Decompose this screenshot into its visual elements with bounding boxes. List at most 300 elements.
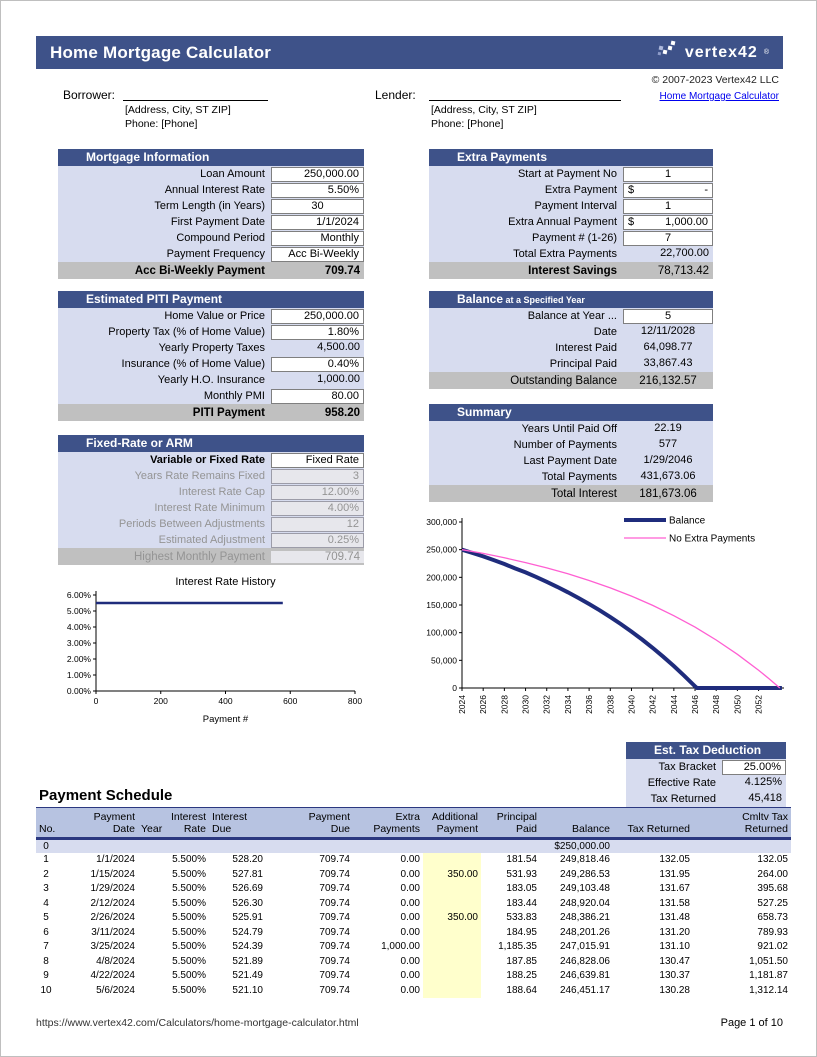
svg-text:200,000: 200,000 (426, 572, 457, 583)
column-header-payment_due: Payment Due (308, 811, 350, 835)
cell-tax_returned: 131.48 (659, 912, 690, 923)
result-row (58, 262, 364, 279)
series-balance (462, 550, 782, 688)
rate_history-svg (58, 571, 370, 726)
svg-text:300,000: 300,000 (426, 517, 457, 527)
field-label: Years Rate Remains Fixed (134, 470, 265, 482)
field-row (58, 452, 364, 468)
result-label: Total Interest (551, 487, 617, 500)
svg-text:2032: 2032 (541, 695, 552, 714)
cell-balance: 246,451.17 (559, 984, 610, 996)
cell-tax_returned: 132.05 (659, 854, 690, 865)
cell-interest_due: 528.20 (232, 854, 263, 865)
svg-text:2036: 2036 (584, 695, 595, 714)
cell-interest_due (209, 840, 266, 853)
cell-extra_payments: 0.00 (400, 970, 420, 981)
cell-no: 0 (43, 841, 49, 852)
field-label: Years Until Paid Off (521, 423, 617, 435)
balance_chart-svg (414, 506, 792, 738)
cell-no: 3 (43, 883, 49, 894)
svg-text:150,000: 150,000 (426, 600, 457, 610)
field-row (429, 453, 713, 469)
cell-year (138, 969, 169, 984)
field-label: Effective Rate (647, 777, 716, 789)
svg-text:2052: 2052 (753, 695, 764, 714)
field-input[interactable]: 1.80% (271, 325, 364, 340)
cell-payment_due: 709.74 (319, 912, 350, 923)
result-value: 78,713.42 (657, 264, 709, 277)
field-label: Total Extra Payments (513, 248, 617, 260)
column-header-no: No. (39, 822, 56, 835)
cell-extra_payments: 0.00 (400, 955, 420, 967)
series-no-extra-payments (462, 550, 780, 688)
field-row (429, 214, 713, 230)
field-value: 22,700.00 (660, 246, 709, 259)
svg-text:0.00%: 0.00% (66, 686, 91, 696)
cell-interest_due: 521.89 (232, 955, 263, 967)
cell-payment_due: 709.74 (319, 941, 350, 952)
cell-principal_paid: 1,185.35 (498, 941, 537, 952)
field-label: Extra Annual Payment (508, 216, 617, 228)
cell-extra_payments: 0.00 (400, 868, 420, 880)
field-input[interactable]: $ - (623, 183, 713, 198)
svg-text:Interest Rate History: Interest Rate History (175, 576, 276, 588)
field-label: Start at Payment No (517, 168, 617, 180)
lender-name-field[interactable] (429, 89, 621, 101)
svg-text:2042: 2042 (647, 695, 658, 714)
result-row (429, 372, 713, 389)
field-row (429, 421, 713, 437)
cell-payment_date: 3/11/2024 (91, 926, 135, 938)
field-label: Yearly H.O. Insurance (157, 374, 265, 386)
cell-additional_payment: 350.00 (423, 911, 481, 926)
field-input[interactable]: 12 (271, 517, 364, 532)
column-header-year: Year (141, 822, 163, 835)
copyright-text: © 2007-2023 Vertex42 LLC (651, 74, 779, 86)
cell-no: 5 (43, 912, 49, 923)
svg-text:5.00%: 5.00% (66, 606, 91, 616)
svg-text:2038: 2038 (605, 695, 616, 714)
field-label: Insurance (% of Home Value) (121, 358, 265, 370)
cell-tax_returned: 131.95 (659, 868, 690, 880)
cell-principal_paid: 188.25 (506, 970, 537, 981)
cell-payment_date: 5/6/2024 (96, 984, 135, 996)
cell-additional_payment (423, 984, 481, 999)
cell-balance: 248,201.26 (559, 926, 610, 938)
table-row (36, 926, 791, 941)
field-row (429, 469, 713, 485)
currency-symbol: $ (628, 215, 635, 228)
interest-rate-history-chart (58, 571, 370, 726)
cell-extra_payments: 1,000.00 (381, 941, 420, 952)
field-input[interactable]: Monthly (271, 231, 364, 246)
column-header-principal_paid: Principal Paid (496, 811, 537, 835)
cell-additional_payment (423, 840, 481, 853)
cell-no: 9 (43, 970, 49, 981)
cell-cmltv_tax_returned: 1,181.87 (749, 970, 788, 981)
est-tax-deduction-section (626, 742, 786, 807)
cell-additional_payment (423, 882, 481, 897)
cell-balance: 248,386.21 (559, 912, 610, 923)
svg-text:6.00%: 6.00% (66, 590, 91, 600)
field-row (626, 791, 786, 807)
section-subtitle: at a Specified Year (503, 295, 585, 305)
svg-text:600: 600 (283, 696, 298, 706)
result-value: 709.74 (271, 551, 364, 563)
field-row (58, 166, 364, 182)
vertex42-logo-text: vertex42 (684, 43, 758, 61)
result-row (429, 262, 713, 279)
cell-principal_paid: 531.93 (506, 868, 537, 880)
field-input[interactable]: $ 1,000.00 (623, 215, 713, 230)
column-header-tax_returned: Tax Returned (627, 822, 690, 835)
svg-text:4.00%: 4.00% (66, 622, 91, 632)
cell-principal_paid: 188.64 (506, 984, 537, 996)
field-row (58, 484, 364, 500)
field-input[interactable]: Fixed Rate (271, 453, 364, 468)
field-row (429, 308, 713, 324)
cell-no: 8 (43, 955, 49, 967)
cell-cmltv_tax_returned: 264.00 (757, 868, 788, 880)
borrower-address[interactable]: [Address, City, ST ZIP] (125, 104, 231, 116)
svg-text:2030: 2030 (520, 695, 531, 714)
cell-principal_paid: 187.85 (506, 955, 537, 967)
cell-principal_paid: 183.44 (506, 897, 537, 909)
cell-year (138, 955, 169, 970)
cell-principal_paid: 181.54 (506, 854, 537, 865)
field-label: Interest Rate Minimum (154, 502, 265, 514)
cell-extra_payments: 0.00 (400, 926, 420, 938)
cell-payment_due: 709.74 (319, 970, 350, 981)
cell-extra_payments: 0.00 (400, 854, 420, 865)
result-label: Acc Bi-Weekly Payment (134, 264, 265, 277)
field-label: Tax Bracket (658, 761, 716, 773)
home-mortgage-calculator-link[interactable]: Home Mortgage Calculator (659, 91, 779, 102)
field-input[interactable]: 25.00% (722, 760, 786, 775)
column-header-extra_payments: Extra Payments (373, 811, 420, 835)
field-input[interactable]: 30 (271, 199, 364, 214)
cell-tax_returned: 130.37 (659, 970, 690, 981)
field-label: Periods Between Adjustments (118, 518, 265, 530)
cell-interest_due: 526.69 (232, 883, 263, 894)
column-header-interest_rate: Interest Rate (170, 811, 206, 835)
fixed-rate-or-arm-section (58, 435, 364, 565)
cell-interest_rate: 5.500% (172, 912, 206, 923)
legend-label: No Extra Payments (669, 533, 756, 545)
cell-interest_due: 521.10 (232, 984, 263, 996)
footer-page-number: Page 1 of 10 (720, 1017, 783, 1029)
cell-payment_due: 709.74 (319, 955, 350, 967)
svg-text:2048: 2048 (711, 695, 722, 714)
field-row (58, 340, 364, 356)
cell-tax_returned: 131.58 (659, 897, 690, 909)
result-value: 958.20 (324, 406, 360, 419)
cell-cmltv_tax_returned: 132.05 (757, 854, 788, 865)
cell-interest_due: 521.49 (232, 970, 263, 981)
cell-payment_date (56, 840, 138, 853)
cell-interest_rate: 5.500% (172, 854, 206, 865)
cell-no: 10 (40, 984, 52, 996)
section-header: Mortgage Information (58, 149, 364, 166)
cell-year (138, 940, 169, 955)
cell-payment_due: 709.74 (319, 868, 350, 880)
cell-no: 2 (43, 868, 49, 880)
field-value: 577 (658, 437, 678, 450)
cell-year (138, 840, 169, 853)
field-label: Payment Frequency (166, 248, 265, 260)
svg-text:3.00%: 3.00% (66, 638, 91, 648)
cell-balance: 246,639.81 (559, 970, 610, 981)
lender-address[interactable]: [Address, City, ST ZIP] (431, 104, 537, 116)
cell-payment_date: 1/29/2024 (90, 883, 135, 894)
cell-balance: 249,103.48 (559, 883, 610, 894)
svg-text:400: 400 (218, 696, 233, 706)
field-label: Payment # (1-26) (532, 232, 617, 244)
cell-cmltv_tax_returned: 658.73 (757, 912, 788, 923)
svg-text:0: 0 (452, 683, 457, 693)
cell-extra_payments: 0.00 (400, 984, 420, 996)
cell-payment_date: 2/12/2024 (90, 897, 135, 909)
field-input[interactable]: 7 (623, 231, 713, 246)
cell-principal_paid: 184.95 (506, 926, 537, 938)
column-header-payment_date: Payment Date (93, 811, 135, 835)
field-row (58, 500, 364, 516)
result-label: Interest Savings (528, 264, 617, 277)
cell-balance: 249,286.53 (559, 868, 610, 880)
field-label: Total Payments (541, 471, 617, 483)
field-value: 64,098.77 (643, 340, 693, 353)
summary-section (429, 404, 713, 502)
svg-text:1.00%: 1.00% (66, 670, 91, 680)
cell-interest_rate: 5.500% (172, 926, 206, 938)
cell-principal_paid: 183.05 (506, 883, 537, 894)
result-value: 216,132.57 (639, 374, 697, 387)
field-input[interactable]: Acc Bi-Weekly (271, 247, 364, 262)
cell-cmltv_tax_returned: 527.25 (757, 897, 788, 909)
field-label: Tax Returned (650, 793, 716, 805)
result-value: 181,673.06 (639, 487, 697, 500)
result-label: PITI Payment (192, 406, 265, 419)
field-label: Payment Interval (534, 200, 617, 212)
cell-no: 7 (43, 941, 49, 952)
cell-year (138, 911, 169, 926)
vertex42-logo (657, 40, 769, 65)
field-label: Estimated Adjustment (158, 534, 265, 546)
section-header: Extra Payments (429, 149, 713, 166)
cell-payment_date: 4/22/2024 (90, 970, 135, 981)
svg-text:0: 0 (93, 696, 99, 706)
svg-text:2034: 2034 (562, 695, 573, 714)
cell-tax_returned: 131.10 (659, 941, 690, 952)
cell-no: 4 (43, 897, 49, 909)
extra-payments-section (429, 149, 713, 279)
payment-schedule-title: Payment Schedule (39, 787, 173, 804)
cell-extra_payments: 0.00 (400, 912, 420, 923)
field-value: 4,500.00 (317, 340, 360, 353)
field-label: Balance at Year ... (527, 310, 617, 322)
field-row (626, 775, 786, 791)
cell-payment_date: 1/15/2024 (90, 868, 135, 880)
field-label: Monthly PMI (203, 390, 265, 402)
field-row (429, 246, 713, 262)
table-row (36, 897, 791, 912)
result-label: Outstanding Balance (510, 374, 617, 387)
field-row (429, 182, 713, 198)
field-value: 4.125% (744, 775, 782, 788)
balance-chart (414, 506, 792, 738)
field-row (58, 532, 364, 548)
field-row (58, 182, 364, 198)
cell-year (138, 926, 169, 941)
cell-additional_payment (423, 955, 481, 970)
cell-extra_payments (353, 840, 423, 853)
cell-tax_returned: 131.67 (659, 883, 690, 894)
field-input[interactable]: 1/1/2024 (271, 215, 364, 230)
cell-cmltv_tax_returned: 1,312.14 (749, 984, 788, 996)
field-label: Principal Paid (549, 358, 617, 370)
cell-additional_payment (423, 926, 481, 941)
field-input[interactable]: 5 (623, 309, 713, 324)
cell-payment_date: 4/8/2024 (96, 955, 135, 967)
cell-tax_returned (613, 840, 693, 853)
cell-tax_returned: 130.47 (659, 955, 690, 967)
cell-interest_rate (169, 840, 209, 853)
footer-url: https://www.vertex42.com/Calculators/home-mortgage-calculator.html (36, 1017, 359, 1029)
cell-payment_due: 709.74 (319, 926, 350, 938)
field-row (626, 759, 786, 775)
cell-balance: 249,818.46 (559, 854, 610, 865)
field-label: Interest Rate Cap (178, 486, 265, 498)
cell-interest_due: 524.79 (232, 926, 263, 938)
field-row (429, 356, 713, 372)
field-label: First Payment Date (170, 216, 265, 228)
cell-balance: 246,828.06 (559, 955, 610, 967)
mortgage-information-section (58, 149, 364, 279)
lender-label: Lender: (375, 88, 416, 102)
field-input[interactable]: 3 (271, 469, 364, 484)
cell-interest_due: 524.39 (232, 941, 263, 952)
field-value: 45,418 (748, 791, 782, 804)
cell-cmltv_tax_returned: 789.93 (757, 926, 788, 938)
title-bar (36, 36, 783, 69)
cell-payment_due: 709.74 (319, 854, 350, 865)
cell-additional_payment: 350.00 (423, 868, 481, 883)
field-input[interactable]: 80.00 (271, 389, 364, 404)
cell-year (138, 984, 169, 999)
field-row (58, 516, 364, 532)
svg-text:2024: 2024 (457, 695, 467, 714)
field-row (429, 340, 713, 356)
field-input[interactable]: 250,000.00 (271, 309, 364, 324)
payment-schedule-table (36, 807, 791, 998)
svg-text:Payment #: Payment # (202, 714, 249, 725)
svg-text:250,000: 250,000 (426, 544, 457, 555)
result-label: Highest Monthly Payment (133, 550, 265, 563)
field-label: Variable or Fixed Rate (150, 454, 265, 466)
section-header: Fixed-Rate or ARM (58, 435, 364, 452)
cell-additional_payment (423, 940, 481, 955)
cell-year (138, 882, 169, 897)
cell-payment_due (266, 840, 353, 853)
result-value: 709.74 (324, 264, 360, 277)
svg-text:100,000: 100,000 (426, 627, 457, 638)
cell-interest_rate: 5.500% (172, 941, 206, 952)
cell-interest_rate: 5.500% (172, 970, 206, 981)
cell-cmltv_tax_returned (693, 840, 791, 853)
cell-payment_date: 2/26/2024 (90, 912, 135, 923)
vertex42-logo-icon (657, 40, 679, 65)
cell-year (138, 897, 169, 912)
column-header-interest_due: Interest Due (212, 811, 248, 835)
field-row (429, 324, 713, 340)
lender-phone[interactable]: Phone: [Phone] (431, 118, 504, 130)
borrower-label: Borrower: (63, 88, 116, 102)
svg-text:200: 200 (153, 696, 168, 706)
cell-additional_payment (423, 969, 481, 984)
svg-text:2046: 2046 (690, 695, 701, 714)
field-label: Loan Amount (200, 168, 265, 180)
field-input[interactable]: 12.00% (271, 485, 364, 500)
field-input[interactable]: 250,000.00 (271, 167, 364, 182)
cell-interest_due: 526.30 (232, 897, 263, 909)
field-label: Interest Paid (555, 342, 617, 354)
field-value: 22.19 (654, 421, 682, 434)
field-label: Extra Payment (544, 184, 617, 196)
field-row (58, 230, 364, 246)
cell-cmltv_tax_returned: 921.02 (757, 941, 788, 952)
field-label: Yearly Property Taxes (158, 342, 265, 354)
field-row (58, 388, 364, 404)
section-header: Est. Tax Deduction (626, 742, 786, 759)
cell-principal_paid: 533.83 (506, 912, 537, 923)
field-row (429, 198, 713, 214)
field-row (58, 308, 364, 324)
cell-extra_payments: 0.00 (400, 883, 420, 894)
registered-mark: ® (763, 49, 769, 56)
field-input[interactable]: 5.50% (271, 183, 364, 198)
table-row (36, 840, 791, 853)
field-label: Home Value or Price (164, 310, 265, 322)
field-value: 12/11/2028 (640, 324, 696, 337)
field-input[interactable]: 0.25% (271, 533, 364, 548)
borrower-name-field[interactable] (123, 89, 268, 101)
field-row (429, 230, 713, 246)
field-label: Date (593, 326, 617, 338)
cell-cmltv_tax_returned: 395.68 (757, 883, 788, 894)
field-input[interactable]: 1 (623, 167, 713, 182)
estimated-piti-payment-section (58, 291, 364, 421)
borrower-phone[interactable]: Phone: [Phone] (125, 118, 198, 130)
svg-text:2050: 2050 (732, 695, 743, 714)
field-value: 1/29/2046 (643, 453, 693, 466)
cell-no: 1 (43, 854, 49, 865)
cell-no: 6 (43, 926, 49, 938)
table-header-row (36, 807, 791, 840)
section-header: Estimated PITI Payment (58, 291, 364, 308)
cell-interest_due: 525.91 (232, 912, 263, 923)
field-row (58, 372, 364, 388)
field-input[interactable]: 0.40% (271, 357, 364, 372)
field-value: 431,673.06 (640, 469, 696, 482)
cell-interest_rate: 5.500% (172, 955, 206, 967)
field-input[interactable]: 4.00% (271, 501, 364, 516)
field-row (58, 198, 364, 214)
cell-payment_due: 709.74 (319, 984, 350, 996)
field-input[interactable]: 1 (623, 199, 713, 214)
svg-text:2028: 2028 (499, 695, 510, 714)
page-title: Home Mortgage Calculator (50, 42, 272, 62)
cell-balance: 247,015.91 (559, 941, 610, 952)
